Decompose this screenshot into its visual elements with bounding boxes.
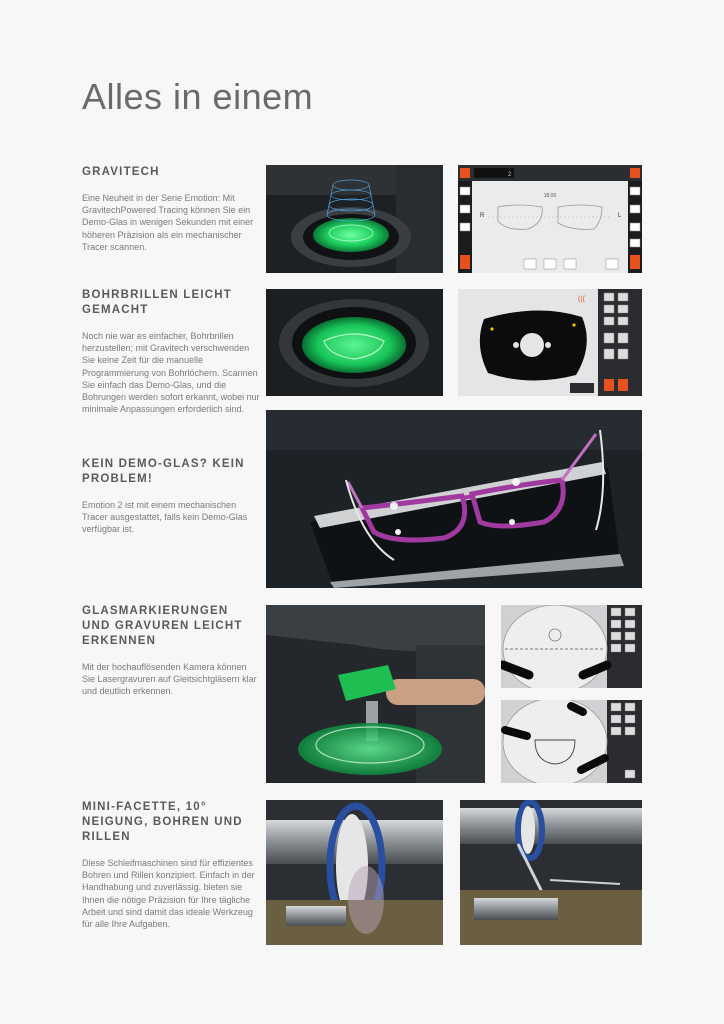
section-text: Eine Neuheit in der Serie Emotion: Mit GravitechPowered Tracing können Sie ein Demo-Glas in wenigen Sekunden mit einer höheren Präzision als ein mechanischer Tracer scannen. [82, 193, 254, 252]
drill-screen [458, 289, 642, 396]
section-mini-facette [82, 800, 260, 930]
section-heading: MINI-FACETTE, 10° NEIGUNG, BOHREN UND RILLEN [82, 801, 243, 843]
tracer-left: R [480, 213, 485, 219]
tracer-right: L [618, 213, 622, 219]
section-text: Mit der hochauflösenden Kamera können Sie Lasergravuren auf Gleitsichtgläsern klar und deutlich erkennen. [82, 662, 257, 697]
section-kein-demo-glas [82, 457, 260, 536]
section-glasmarkierungen [82, 604, 260, 698]
section-text: Emotion 2 ist mit einem mechanischen Tracer ausgestattet, falls kein Demo-Glas verfügbar ist. [82, 500, 248, 535]
section-heading: BOHRBRILLEN LEICHT GEMACHT [82, 289, 233, 316]
drilling-tilt-photo [460, 800, 642, 945]
camera-engraving-photo [266, 605, 485, 783]
section-gravitech [82, 165, 260, 253]
section-text: Noch nie war es einfacher, Bohrbrillen herzustellen; mit Gravitech verschwenden Sie keine Zeit für die manuelle Programmierung von Bohrlöchern. Scannen Sie einfach das Demo-Glas, und die Bohrungen werden sofort erkannt, wobei nur minimale Anpassungen erforderlich sind. [82, 331, 260, 415]
tracer-screen [458, 165, 642, 273]
grinding-wheel-photo [266, 800, 443, 945]
section-bohrbrillen [82, 288, 260, 415]
engraving-screen-top [501, 605, 642, 688]
svg-text:(((: ((( [578, 296, 585, 303]
engraving-screen-bottom [501, 700, 642, 783]
section-heading: KEIN DEMO-GLAS? KEIN PROBLEM! [82, 458, 245, 485]
section-heading: GRAVITECH [82, 166, 160, 178]
section-text: Diese Schleifmaschinen sind für effizientes Bohren und Rillen konzipiert. Einfach in der Handhabung und zuverlässig, bieten sie Ihnen die nötige Präzision für Ihre tägliche Arbeit und sind damit das ideale Werkzeug für alle Ihre Aufgaben. [82, 858, 255, 930]
tracer-value-1: 2 [508, 172, 512, 178]
tracer-value-2: 18.00 [543, 193, 557, 199]
section-heading: GLASMARKIERUNGEN UND GRAVUREN LEICHT ERKENNEN [82, 605, 243, 647]
gravitech-scanner-photo [266, 165, 443, 273]
mechanical-tracer-photo [266, 410, 642, 588]
page-title: Alles in einem [82, 76, 314, 117]
drilled-lens-photo [266, 289, 443, 396]
